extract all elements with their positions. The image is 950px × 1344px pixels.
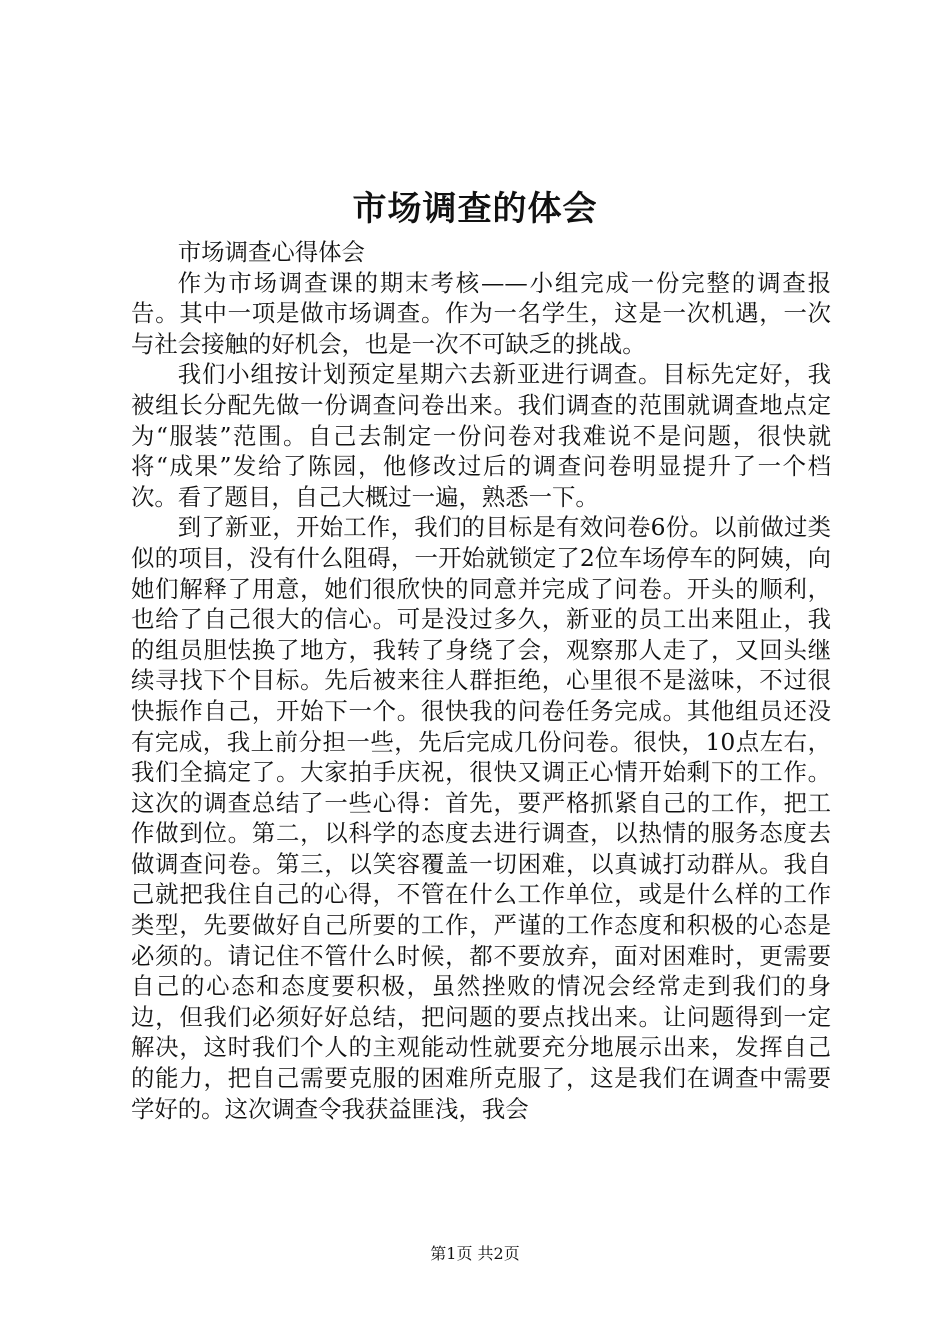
paragraph-intro: 作为市场调查课的期末考核——小组完成一份完整的调查报告。其中一项是做市场调查。作为一名学生，这是一次机遇，一次与社会接触的好机会，也是一次不可缺乏的挑战。 <box>131 268 831 358</box>
paragraph-subtitle: 市场调查心得体会 <box>177 238 365 266</box>
paragraph-plan: 我们小组按计划预定星期六去新亚进行调查。目标先定好，我被组长分配先做一份调查问卷出来。我们调查的范围就调查地点定为“服装”范围。自己去制定一份问卷对我难说不是问题，很快就将“成果”发给了陈园，他修改过后的调查问卷明显提升了一个档次。看了题目，自己大概过一遍，熟悉一下。 <box>131 360 831 511</box>
document-title: 市场调查的体会 <box>352 189 598 229</box>
document-body <box>131 237 831 1124</box>
paragraph-experience: 到了新亚，开始工作，我们的目标是有效问卷6份。以前做过类似的项目，没有什么阻碍，一开始就锁定了2位车场停车的阿姨，向她们解释了用意，她们很欣快的同意并完成了问卷。开头的顺利，也给了自己很大的信心。可是没过多久，新亚的员工出来阻止，我的组员胆怯换了地方，我转了身绕了会，观察那人走了，又回头继续寻找下个目标。先后被来往人群拒绝，心里很不是滋味，不过很快振作自己，开始下一个。很快我的问卷任务完成。其他组员还没有完成，我上前分担一些，先后完成几份问卷。很快，10点左右，我们全搞定了。大家拍手庆祝，很快又调正心情开始剩下的工作。这次的调查总结了一些心得：首先，要严格抓紧自己的工作，把工作做到位。第二，以科学的态度去进行调查，以热情的服务态度去做调查问卷。第三，以笑容覆盖一切困难，以真诚打动群从。我自己就把我住自己的心得，不管在什么工作单位，或是什么样的工作类型，先要做好自己所要的工作，严谨的工作态度和积极的心态是必须的。请记住不管什么时候，都不要放弃，面对困难时，更需要自己的心态和态度要积极，虽然挫败的情况会经常走到我们的身边，但我们必须好好总结，把问题的要点找出来。让问题得到一定解决，这时我们个人的主观能动性就要充分地展示出来，发挥自己的能力，把自己需要克服的困难所克服了，这是我们在调查中需要学好的。这次调查令我获益匪浅，我会 <box>131 513 831 1123</box>
page-footer: 第1页 共2页 <box>430 1244 520 1263</box>
